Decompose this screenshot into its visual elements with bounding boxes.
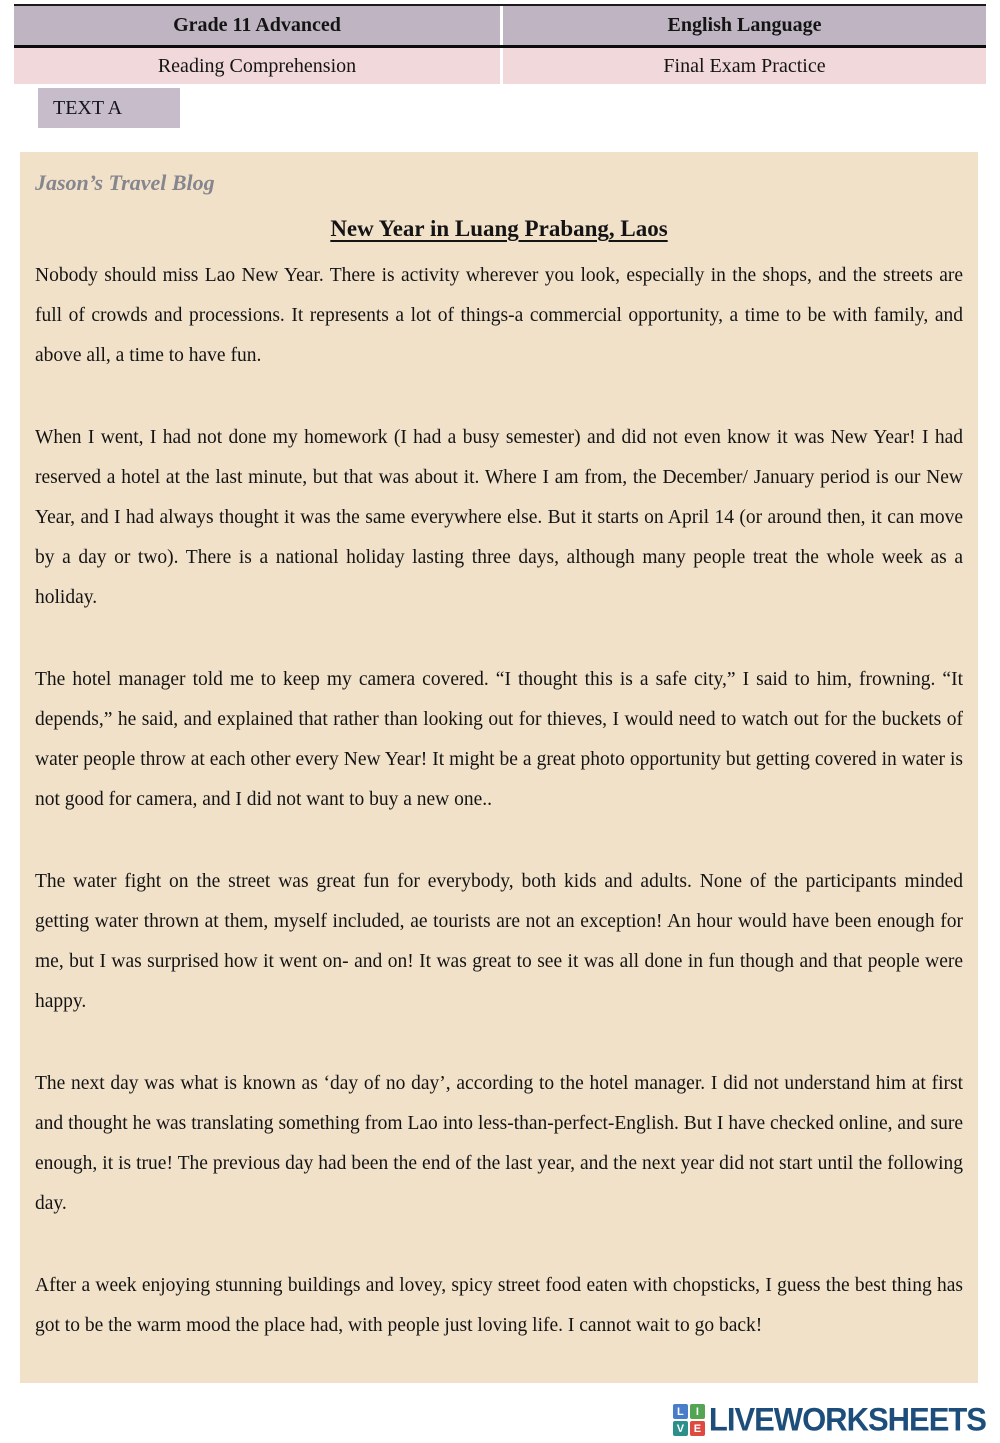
logo-letter-l: L bbox=[673, 1404, 688, 1419]
header-row-bottom bbox=[14, 48, 986, 84]
liveworksheets-logo[interactable] bbox=[673, 1402, 986, 1438]
article-paragraph-6: After a week enjoying stunning buildings and lovey, spicy street food eaten with chopsticks, I guess the best thing has got to be the warm mood the place had, with people just loving life. I cannot wait to go back! bbox=[35, 1275, 963, 1336]
blog-title: Jason’s Travel Blog bbox=[35, 170, 215, 195]
article-paragraph-5: The next day was what is known as ‘day of no day’, according to the hotel manager. I did not understand him at first and thought he was translating something from Lao into less-than-perfect-English. But I have checked online, and sure enough, it is true! The previous day had been the end of the last year, and the next year did not start until the following day. bbox=[35, 1073, 963, 1214]
article-paragraph-2: When I went, I had not done my homework (I had a busy semester) and did not even know it was New Year! I had reserved a hotel at the last minute, but that was about it. Where I am from, the December/ January period is our New Year, and I had always thought it was the same everywhere else. But it starts on April 14 (or around then, it can move by a day or two). There is a national holiday lasting three days, although many people treat the whole week as a holiday. bbox=[35, 427, 963, 608]
header-cell-exam: Final Exam Practice bbox=[500, 48, 986, 84]
article-title: New Year in Luang Prabang, Laos bbox=[330, 216, 668, 241]
liveworksheets-logo-icon bbox=[673, 1404, 705, 1436]
article-paragraph-4: The water fight on the street was great fun for everybody, both kids and adults. None of the participants minded getting water thrown at them, myself included, ae tourists are not an exception! An hour would have been enough for me, but I was surprised how it went on- and on! It was great to see it was all done in fun though and that people were happy. bbox=[35, 871, 963, 1012]
article-panel bbox=[20, 152, 978, 1383]
header-cell-topic: Reading Comprehension bbox=[157, 55, 357, 77]
article-paragraph-1: Nobody should miss Lao New Year. There is activity wherever you look, especially in the shops, and the streets are full of crowds and processions. It represents a lot of things-a commercial opportunity, a time to be with family, and above all, a time to have fun. bbox=[35, 265, 963, 366]
text-a-label: TEXT A bbox=[38, 88, 180, 128]
logo-letter-e: E bbox=[690, 1421, 705, 1436]
header-cell-subject: English Language bbox=[500, 6, 986, 45]
header-cell-grade: Grade 11 Advanced bbox=[173, 14, 341, 36]
article-paragraph-3: The hotel manager told me to keep my camera covered. “I thought this is a safe city,” I said to him, frowning. “It depends,” he said, and explained that rather than looking out for thieves, I would need to watch out for the buckets of water people throw at each other every New Year! It might be a great photo opportunity but getting covered in water is not good for camera, and I did not want to buy a new one.. bbox=[35, 669, 963, 810]
logo-letter-v: V bbox=[673, 1421, 688, 1436]
logo-letter-i: I bbox=[690, 1404, 705, 1419]
header-row-top bbox=[14, 6, 986, 48]
header-table bbox=[14, 4, 986, 84]
liveworksheets-brand-text: LIVEWORKSHEETS bbox=[708, 1401, 986, 1438]
